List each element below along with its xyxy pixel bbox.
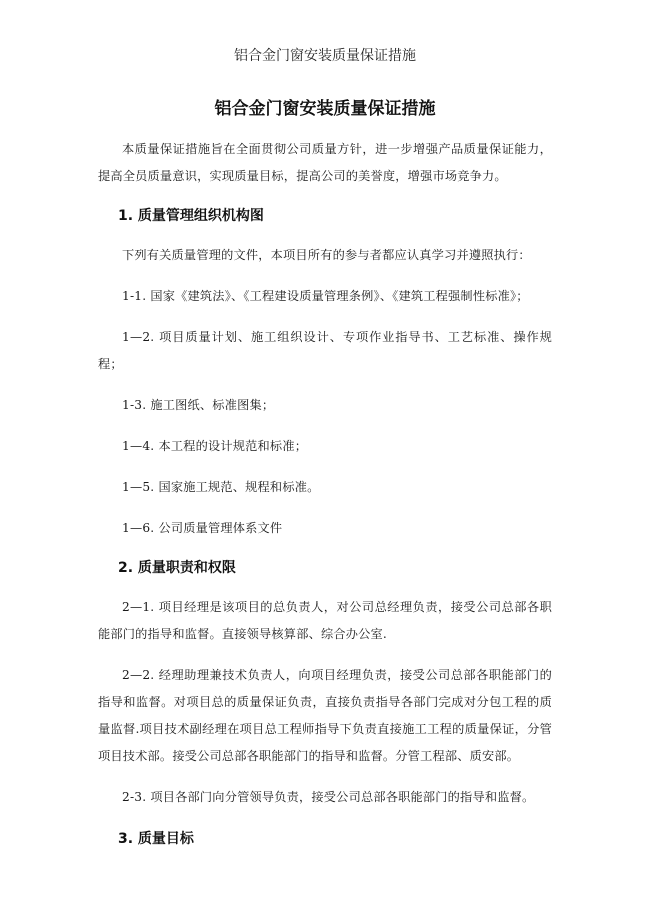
list-item: 1-1. 国家《建筑法》、《工程建设质量管理条例》、《建筑工程强制性标准》； [122,289,529,303]
running-header: 铝合金门窗安装质量保证措施 [234,48,416,64]
section-2-heading: 2. 质量职责和权限 [118,560,236,576]
list-item: 2-3. 项目各部门向分管领导负责，接受公司总部各职能部门的指导和监督。 [122,790,535,804]
intro-paragraph: 本质量保证措施旨在全面贯彻公司质量方针，进一步增强产品质量保证能力，提高全员质量意识，实现质量目标，提高公司的美誉度，增强市场竞争力。 [98,142,552,183]
list-item: 1-3. 施工图纸、标准图集； [122,398,275,412]
document-title: 铝合金门窗安装质量保证措施 [214,99,436,119]
list-item: 1—2. 项目质量计划、施工组织设计、专项作业指导书、工艺标准、操作规程； [98,330,552,371]
section-1-lead: 下列有关质量管理的文件，本项目所有的参与者都应认真学习并遵照执行： [122,248,531,262]
list-item: 1—6. 公司质量管理体系文件 [122,521,283,535]
section-1-heading: 1. 质量管理组织机构图 [118,208,264,224]
list-item: 2—1. 项目经理是该项目的总负责人，对公司总经理负责，接受公司总部各职能部门的指导和监督。直接领导核算部、综合办公室. [98,600,552,641]
list-item: 1—4. 本工程的设计规范和标准； [122,439,308,453]
list-item: 2—2. 经理助理兼技术负责人，向项目经理负责，接受公司总部各职能部门的指导和监督。对项目总的质量保证负责，直接负责指导各部门完成对分包工程的质量监督.项目技术副经理在项目总工程师指导下负责直接施工工程的质量保证，分管项目技术部。接受公司总部各职能部门的指导和监督。分管工程部、质安部。 [98,668,552,763]
section-3-heading: 3. 质量目标 [118,831,194,847]
list-item: 1—5. 国家施工规范、规程和标准。 [122,480,320,494]
document-body [98,136,552,851]
